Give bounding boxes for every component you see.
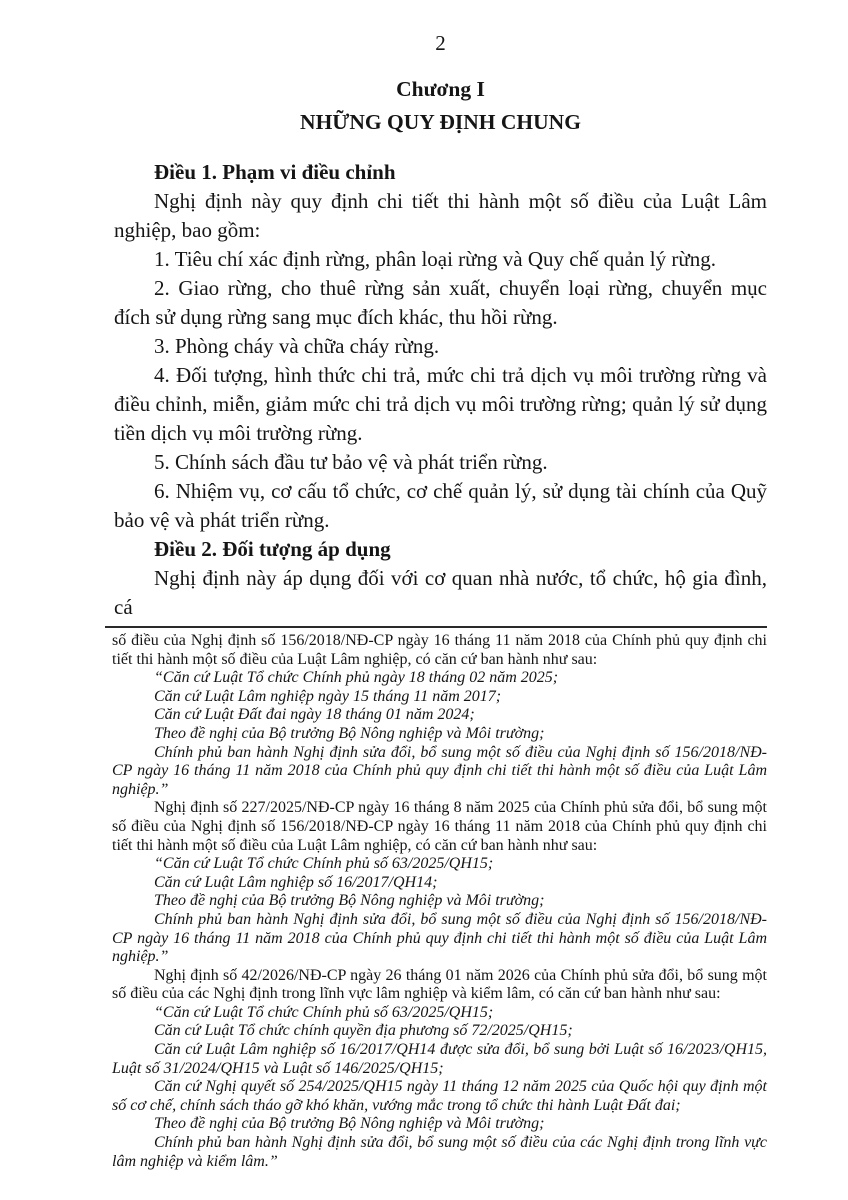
article-paragraph: 6. Nhiệm vụ, cơ cấu tổ chức, cơ chế quản lý, sử dụng tài chính của Quỹ bảo vệ và phát triển rừng. [114,479,767,532]
footnote-paragraph: số điều của Nghị định số 156/2018/NĐ-CP ngày 16 tháng 11 năm 2018 của Chính phủ quy định chi tiết thi hành một số điều của Luật Lâm nghiệp, có căn cứ ban hành như sau: [112,632,767,668]
footnote-paragraph: Chính phủ ban hành Nghị định sửa đổi, bổ sung một số điều của các Nghị định trong lĩnh vực lâm nghiệp và kiểm lâm.” [112,1134,767,1170]
footnote-paragraph: Chính phủ ban hành Nghị định sửa đổi, bổ sung một số điều của Nghị định số 156/2018/NĐ-CP ngày 16 tháng 11 năm 2018 của Chính phủ quy định chi tiết thi hành một số điều của Luật Lâm nghiệp.” [112,743,767,798]
footnote-paragraph: Căn cứ Luật Đất đai ngày 18 tháng 01 năm 2024; [154,706,475,724]
footnote-paragraph: Chính phủ ban hành Nghị định sửa đổi, bổ sung một số điều của Nghị định số 156/2018/NĐ-CP ngày 16 tháng 11 năm 2018 của Chính phủ quy định chi tiết thi hành một số điều của Luật Lâm nghiệp.” [112,910,767,966]
footnote-paragraph: Căn cứ Luật Lâm nghiệp số 16/2017/QH14; [154,873,438,891]
footnote-paragraph: Căn cứ Luật Lâm nghiệp ngày 15 tháng 11 năm 2017; [154,687,502,705]
article-paragraph: 1. Tiêu chí xác định rừng, phân loại rừng và Quy chế quản lý rừng. [154,247,716,271]
article-paragraph: Nghị định này quy định chi tiết thi hành một số điều của Luật Lâm nghiệp, bao gồm: [114,189,767,242]
footnote-paragraph: Nghị định số 227/2025/NĐ-CP ngày 16 tháng 8 năm 2025 của Chính phủ sửa đổi, bổ sung một số điều của Nghị định số 156/2018/NĐ-CP ngày 16 tháng 11 năm 2018 của Chính phủ quy định chi tiết thi hành một số điều của Luật Lâm nghiệp, có căn cứ ban hành như sau: [112,799,767,854]
article-heading: Điều 2. Đối tượng áp dụng [154,537,391,561]
footnote-separator [105,626,767,628]
chapter-title: NHỮNG QUY ĐỊNH CHUNG [300,110,581,134]
document-body [114,158,767,622]
footnote-paragraph: “Căn cứ Luật Tổ chức Chính phủ ngày 18 tháng 02 năm 2025; [154,669,559,687]
page-number: 2 [435,31,446,55]
article-paragraph: 4. Đối tượng, hình thức chi trả, mức chi trả dịch vụ môi trường rừng và điều chỉnh, miễn, giảm mức chi trả dịch vụ môi trường rừng; quản lý sử dụng tiền dịch vụ môi trường rừng. [114,363,767,445]
footnote-section [112,632,767,1171]
footnote-paragraph: “Căn cứ Luật Tổ chức Chính phủ số 63/2025/QH15; [154,1003,494,1021]
article-heading: Điều 1. Phạm vi điều chỉnh [154,160,396,184]
footnote-paragraph: Căn cứ Luật Lâm nghiệp số 16/2017/QH14 được sửa đổi, bổ sung bởi Luật số 16/2023/QH15, Luật số 31/2024/QH15 và Luật số 146/2025/QH15; [112,1041,767,1077]
footnote-paragraph: “Căn cứ Luật Tổ chức Chính phủ số 63/2025/QH15; [154,855,494,873]
footnote-paragraph: Theo đề nghị của Bộ trưởng Bộ Nông nghiệp và Môi trường; [154,892,545,910]
footnote-paragraph: Căn cứ Nghị quyết số 254/2025/QH15 ngày 11 tháng 12 năm 2025 của Quốc hội quy định một số cơ chế, chính sách tháo gỡ khó khăn, vướng mắc trong tổ chức thi hành Luật Đất đai; [112,1078,767,1114]
article-paragraph: 2. Giao rừng, cho thuê rừng sản xuất, chuyển loại rừng, chuyển mục đích sử dụng rừng sang mục đích khác, thu hồi rừng. [114,276,767,329]
footnote-paragraph: Nghị định số 42/2026/NĐ-CP ngày 26 tháng 01 năm 2026 của Chính phủ sửa đổi, bổ sung một số điều của các Nghị định trong lĩnh vực lâm nghiệp và kiểm lâm, có căn cứ ban hành như sau: [112,966,767,1003]
footnote-paragraph: Theo đề nghị của Bộ trưởng Bộ Nông nghiệp và Môi trường; [154,724,545,742]
article-paragraph: Nghị định này áp dụng đối với cơ quan nhà nước, tổ chức, hộ gia đình, cá [114,566,767,619]
footnote-paragraph: Căn cứ Luật Tổ chức chính quyền địa phương số 72/2025/QH15; [154,1022,573,1040]
article-paragraph: 3. Phòng cháy và chữa cháy rừng. [154,334,440,358]
chapter-label: Chương I [396,77,485,101]
footnote-paragraph: Theo đề nghị của Bộ trưởng Bộ Nông nghiệp và Môi trường; [154,1115,545,1133]
article-paragraph: 5. Chính sách đầu tư bảo vệ và phát triển rừng. [154,450,548,474]
